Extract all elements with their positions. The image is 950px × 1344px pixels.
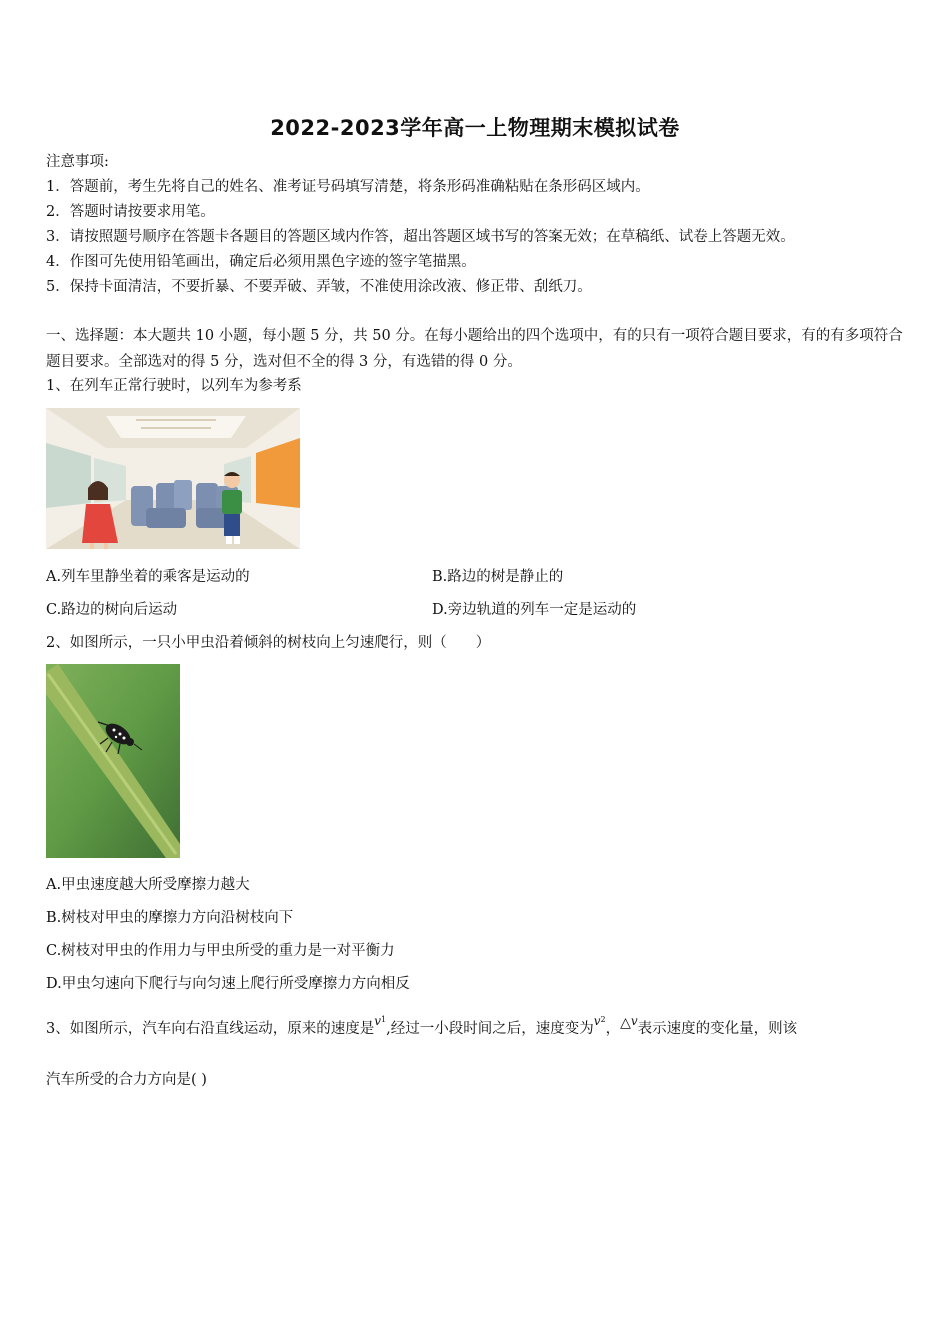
q3-stem-line1 <box>46 1014 798 1041</box>
v1-letter: v <box>374 1014 382 1028</box>
q2-option-d: D.甲虫匀速向下爬行与向匀速上爬行所受摩擦力方向相反 <box>46 976 410 992</box>
q3-text-part1: 3、如图所示，汽车向右沿直线运动，原来的速度是 <box>46 1021 375 1037</box>
page-title: 2022-2023学年高一上物理期末模拟试卷 <box>270 116 680 140</box>
beetle-on-branch-image <box>46 664 180 858</box>
q3-stem-line2: 汽车所受的合力方向是( ) <box>46 1072 207 1088</box>
train-interior-image <box>46 408 300 549</box>
q3-text-part4: 表示速度的变化量，则该 <box>637 1021 798 1037</box>
q2-option-b: B.树枝对甲虫的摩擦力方向沿树枝向下 <box>46 910 294 926</box>
q1-stem: 1、在列车正常行驶时，以列车为参考系 <box>46 378 302 394</box>
q2-option-a: A.甲虫速度越大所受摩擦力越大 <box>46 877 250 893</box>
v2-symbol <box>594 1014 606 1028</box>
notice-item-5: 5．保持卡面清洁，不要折暴、不要弄破、弄皱，不准使用涂改液、修正带、刮纸刀。 <box>46 279 592 295</box>
v1-subscript: 1 <box>381 1015 387 1024</box>
q1-option-c: C.路边的树向后运动 <box>46 602 178 618</box>
v2-subscript: 2 <box>600 1015 606 1024</box>
notice-item-3: 3．请按照题号顺序在答题卡各题目的答题区域内作答，超出答题区域书写的答案无效；在草稿纸、试卷上答题无效。 <box>46 229 795 245</box>
delta-symbol: △ <box>620 1015 631 1031</box>
delta-v-letter: v <box>630 1014 638 1028</box>
v1-symbol <box>374 1014 386 1028</box>
q3-text-part2: ,经过一小段时间之后，速度变为 <box>386 1021 594 1037</box>
q1-option-d: D.旁边轨道的列车一定是运动的 <box>432 602 637 618</box>
notice-item-1: 1．答题前，考生先将自己的姓名、准考证号码填写清楚，将条形码准确粘贴在条形码区域内。 <box>46 179 650 195</box>
q2-option-c: C.树枝对甲虫的作用力与甲虫所受的重力是一对平衡力 <box>46 943 395 959</box>
section-instructions: 一、选择题：本大题共 10 小题，每小题 5 分，共 50 分。在每小题给出的四个选项中，有的只有一项符合题目要求，有的有多项符合题目要求。全部选对的得 5 分，选对但不全的得 3 分，有选错的得 0 分。 <box>46 328 903 370</box>
q3-text-part3: ， <box>605 1021 621 1037</box>
notice-item-4: 4．作图可先使用铅笔画出，确定后必须用黑色字迹的签字笔描黑。 <box>46 254 476 270</box>
q2-stem: 2、如图所示，一只小甲虫沿着倾斜的树枝向上匀速爬行，则（ ） <box>46 635 491 651</box>
q1-option-a: A.列车里静坐着的乘客是运动的 <box>46 569 250 585</box>
notice-heading: 注意事项: <box>46 154 109 170</box>
v2-letter: v <box>593 1014 601 1028</box>
q1-option-b: B.路边的树是静止的 <box>432 569 564 585</box>
notice-item-2: 2．答题时请按要求用笔。 <box>46 204 215 220</box>
